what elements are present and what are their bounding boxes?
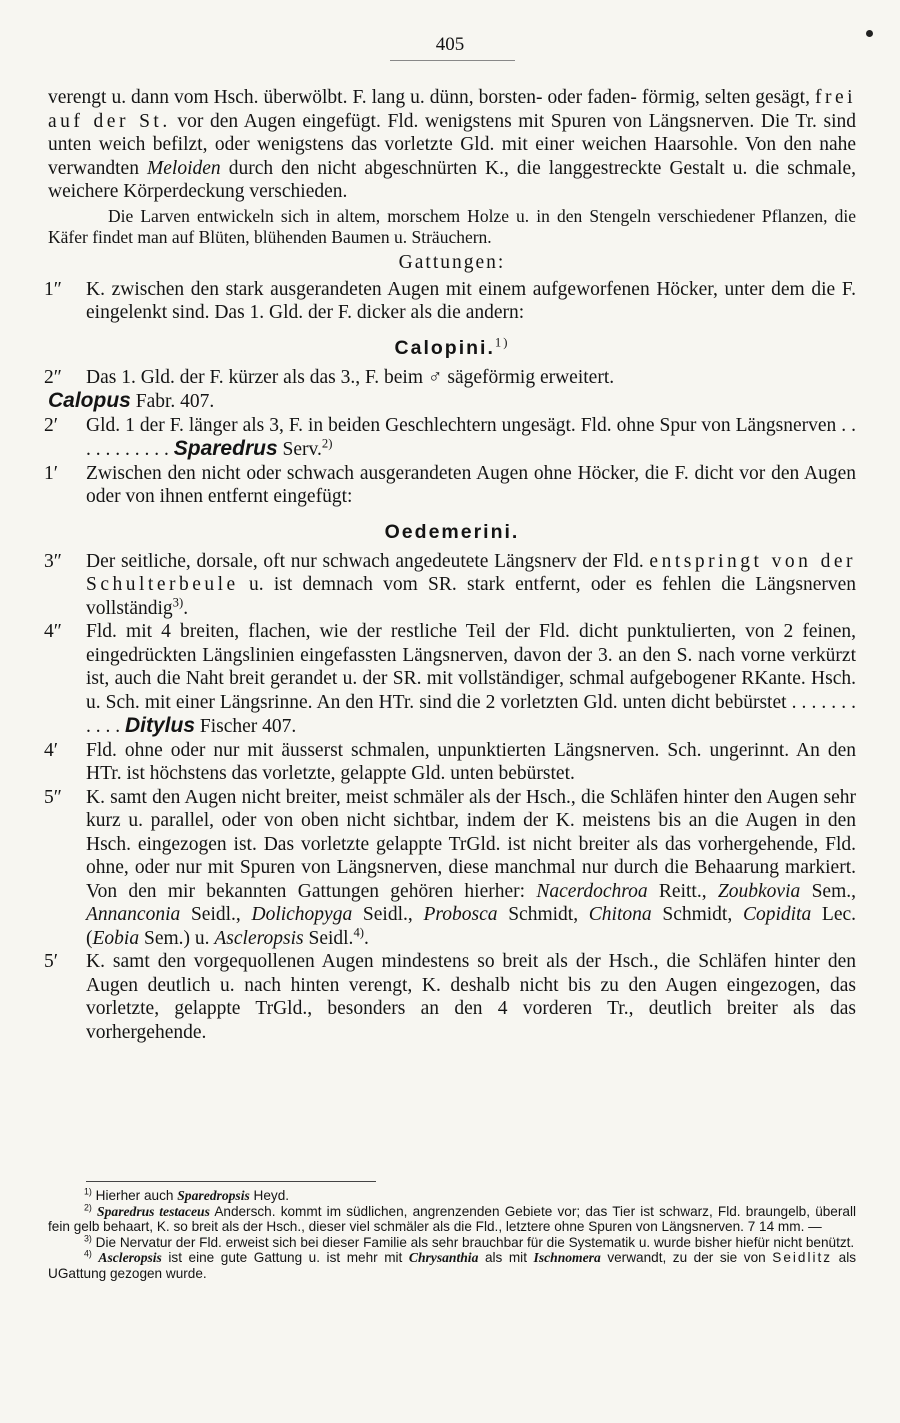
main-text (44, 86, 857, 1044)
ink-speck (866, 30, 873, 37)
key-2b: 2′ Gld. 1 der F. länger als 3, F. in beiden Geschlechtern ungesägt. Fld. ohne Spur von Längsnerven . . . . . . . . . . . Sparedrus Serv.$^{2)}$ (44, 414, 856, 460)
heading-oedemerini: Oedemerini. (384, 520, 520, 543)
key-1a: 1″ K. zwischen den stark ausgerandeten Augen mit einem aufgeworfenen Höcker, unter dem die F. eingelenkt sind. Das 1. Gld. der F. dicker als die andern: (44, 278, 856, 323)
footnote-rule (86, 1181, 376, 1182)
heading-calopini: Calopini.$^{1)}$ (394, 335, 510, 359)
genus-ditylus: Ditylus (125, 714, 196, 737)
key-3a: 3″ Der seitliche, dorsale, oft nur schwach angedeutete Längsnerv der Fld. entspringt von der Schulterbeule u. ist demnach vom SR. stark entfernt, oder es fehlen die Längsnerven vollständig$^{3)}$. (44, 550, 857, 619)
key-1b: 1′ Zwischen den nicht oder schwach ausgerandeten Augen ohne Höcker, die F. dicht vor den Augen oder von ihnen entfernt eingefügt: (44, 462, 856, 507)
larvae-paragraph: Die Larven entwickeln sich in altem, morschem Holze u. in den Stengeln verschiedener Pflanzen, die Käfer findet man auf Blüten, blühenden Baumen u. Sträuchern. (48, 205, 856, 247)
footnote-1: $^{1)}$ Hierher auch Sparedropsis Heyd. (84, 1186, 290, 1203)
footnote-4: $^{4)}$ Ascleropsis ist eine gute Gattung u. ist mehr mit Chrysanthia als mit Ischnomera verwandt, zu der sie von Seidlitz als UGattung gezogen wurde. (48, 1248, 857, 1281)
key-4a: 4″ Fld. mit 4 breiten, flachen, wie der restliche Teil der Fld. dicht punktulierten, von 2 feinen, eingedrückten Längslinien eingefassten Längsnerven, davon der 3. an den S. nach vorne verkürzt ist, auch die Naht breit gerandet u. der SR. mit vollständiger, schmal aufgebogener RKante. Hsch. u. Sch. mit einer Längsrinne. An den HTr. sind die 2 vorletzten Gld. unten dicht bebürstet . . . . . . . . . . . Ditylus Fischer 407. (44, 621, 857, 737)
key-5b: 5′ K. samt den vorgequollenen Augen mindestens so breit als der Hsch., die Schläfen hinter den Augen deutlich u. nach hinten verengt, K. deshalb nicht bis zu den Augen eingezogen, das vorletzte, gelappte TrGld., besonders an den 4 vorderen Tr., deutlich breiter als das vorhergehende. (44, 951, 856, 1043)
heading-gattungen: Gattungen: (398, 251, 506, 273)
footnote-3: $^{3)}$ Die Nervatur der Fld. erweist sich bei dieser Familie als sehr brauchbar für die Systematik u. wurde bisher hiefür nicht benützt. (84, 1233, 855, 1250)
key-5a: 5″ K. samt den Augen nicht breiter, meist schmäler als der Hsch., die Schläfen hinter den Augen sehr kurz u. parallel, oder von oben nicht sichtbar, indem der K. meistens bis an die Augen in den Hsch. eingezogen ist. Das vorletzte gelappte TrGld. ist nicht breiter als das vorhergehende, Fld. ohne, oder nur mit Spuren von Längsnerven, diese manchmal nur durch die Behaarung markiert. Von den mir bekannten Gattungen gehören hierher: Nacerdochroa Reitt., Zoubkovia Sem., Annanconia Seidl., Dolichopyga Seidl., Probosca Schmidt, Chitona Schmidt, Copidita Lec. (Eobia Sem.) u. Ascleropsis Seidl.$^{4)}$. (44, 786, 857, 949)
page-number-rule (390, 60, 515, 61)
key-2a: 2″ Das 1. Gld. der F. kürzer als das 3., F. beim ♂ sägeförmig erweitert. (44, 366, 615, 388)
key-4b: 4′ Fld. ohne oder nur mit äusserst schmalen, unpunktierten Längsnerven. Sch. ungerinnt. An den HTr. ist höchstens das vorletzte, gelappte Gld. unten bebürstet. (44, 739, 856, 784)
genus-calopus: Calopus (48, 389, 131, 412)
footnotes (48, 1188, 856, 1282)
key-2a-genus-line: Calopus Fabr. 407. (48, 389, 215, 412)
genus-sparedrus: Sparedrus (173, 437, 278, 460)
page-number: 405 (435, 34, 465, 55)
footnote-2: $^{2)}$ Sparedrus testaceus Andersch. kommt im südlichen, angrenzenden Gebiete vor; das Tier ist schwarz, Fld. braungelb, überall fein gelb behaart, K. so breit als der Hsch., dieser viel schmäler als die Fld., letztere ohne Spuren von Längsnerven. 7 14 mm. — (48, 1202, 856, 1235)
intro-paragraph: verengt u. dann vom Hsch. überwölbt. F. lang u. dünn, borsten- oder faden- förmig, selten gesägt, frei auf der St. vor den Augen eingefügt. Fld. wenigstens mit Spuren von Längsnerven. Die Tr. sind unten weich befilzt, oder wenigstens das vorletzte Gld. mit einer weichen Haarsohle. Von den nahe verwandten Meloiden durch den nicht abgeschnürten K., die langgestreckte Gestalt u. die schmale, weichere Körperdeckung verschieden. (48, 87, 857, 202)
